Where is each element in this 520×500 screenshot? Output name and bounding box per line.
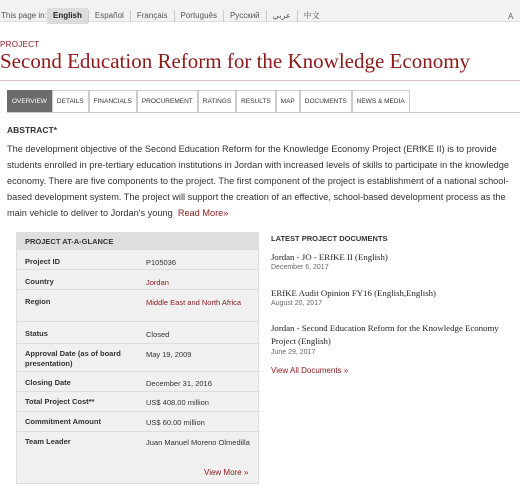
glance-heading: PROJECT AT-A-GLANCE <box>17 233 258 250</box>
tab-details[interactable]: DETAILS <box>52 90 89 112</box>
country-link[interactable]: Jordan <box>146 278 169 287</box>
view-all-documents-link[interactable]: View All Documents » <box>271 366 349 375</box>
project-at-a-glance-panel <box>16 232 259 484</box>
page-type-label: PROJECT <box>0 40 40 49</box>
region-link[interactable]: Middle East and North Africa <box>146 298 242 307</box>
glance-row-total-cost <box>17 392 260 412</box>
document-date: June 29, 2017 <box>271 349 316 356</box>
glance-row-closing-date <box>17 372 260 392</box>
abstract-body: The development objective of the Second Education Reform for the Knowledge Economy Project (ERfKE II) is to provide students enrolled in pre-tertiary education institutions in Jordan with increased levels of skills to participate in the knowledge economy. There are five components to the project. The first component of the project is establishment of a national school-based development system. The project will support the creation of an effective, school-based development process as the main vehicle to deliver to Jordan's young <box>7 144 510 218</box>
language-english[interactable]: English <box>47 8 88 24</box>
tab-ratings[interactable]: RATINGS <box>198 90 236 112</box>
abstract-text <box>7 141 517 221</box>
language-chinese[interactable]: 中文 <box>297 10 326 22</box>
glance-key: Closing Date <box>25 378 71 387</box>
document-date: December 6, 2017 <box>271 264 329 271</box>
language-bar <box>0 0 520 22</box>
glance-value: P105036 <box>146 258 177 267</box>
glance-value: Closed <box>146 330 170 339</box>
glance-row-commitment <box>17 412 260 432</box>
glance-row-team-leader <box>17 432 260 462</box>
language-francais[interactable]: Français <box>130 10 174 22</box>
document-link[interactable]: ERfKE Audit Opinion FY16 (English,English) <box>271 288 436 298</box>
language-russian[interactable]: Русский <box>223 10 266 22</box>
glance-value: Juan Manuel Moreno Olmedilla <box>146 438 250 447</box>
glance-key: Approval Date (as of board presentation) <box>25 349 121 368</box>
glance-value: December 31, 2016 <box>146 379 212 388</box>
document-link[interactable]: Jordan - Second Education Reform for the Knowledge Economy Project (English) <box>271 323 499 346</box>
document-link[interactable]: Jordan - JO - ERfKE II (English) <box>271 252 388 262</box>
document-date: August 20, 2017 <box>271 300 322 307</box>
glance-key: Team Leader <box>25 437 71 446</box>
glance-value: US$ 60.00 million <box>146 418 205 427</box>
tab-overview[interactable]: OVERVIEW <box>7 90 52 112</box>
latest-documents-heading: LATEST PROJECT DOCUMENTS <box>271 234 388 243</box>
language-list <box>47 8 326 24</box>
glance-row-approval-date <box>17 344 260 372</box>
tab-documents[interactable]: DOCUMENTS <box>300 90 352 112</box>
glance-key: Country <box>25 277 54 286</box>
title-divider <box>0 80 520 81</box>
abstract-heading: ABSTRACT* <box>7 125 58 135</box>
tab-procurement[interactable]: PROCUREMENT <box>137 90 198 112</box>
glance-value: US$ 408.00 million <box>146 398 209 407</box>
language-espanol[interactable]: Español <box>88 10 130 22</box>
glance-row-country <box>17 270 260 290</box>
glance-row-status <box>17 322 260 344</box>
language-arabic[interactable]: عربي <box>266 10 297 22</box>
glance-value: May 19, 2009 <box>146 350 192 359</box>
tab-map[interactable]: MAP <box>276 90 300 112</box>
tab-financials[interactable]: FINANCIALS <box>89 90 137 112</box>
glance-key: Commitment Amount <box>25 417 101 426</box>
read-more-link[interactable]: Read More» <box>177 208 229 218</box>
glance-row-project-id <box>17 250 260 270</box>
glance-key: Status <box>25 329 48 338</box>
glance-row-region <box>17 290 260 322</box>
language-bar-label: This page in: <box>1 11 47 20</box>
page-title: Second Education Reform for the Knowledge Economy <box>0 49 471 73</box>
font-size-button[interactable]: A <box>508 12 514 21</box>
glance-key: Total Project Cost** <box>25 397 95 406</box>
project-tabs <box>7 90 520 113</box>
view-more-link[interactable]: View More » <box>204 468 249 477</box>
tab-results[interactable]: RESULTS <box>236 90 276 112</box>
glance-key: Region <box>25 297 51 306</box>
glance-key: Project ID <box>25 257 61 266</box>
tab-news-media[interactable]: NEWS & MEDIA <box>352 90 410 112</box>
language-portugues[interactable]: Português <box>174 10 223 22</box>
